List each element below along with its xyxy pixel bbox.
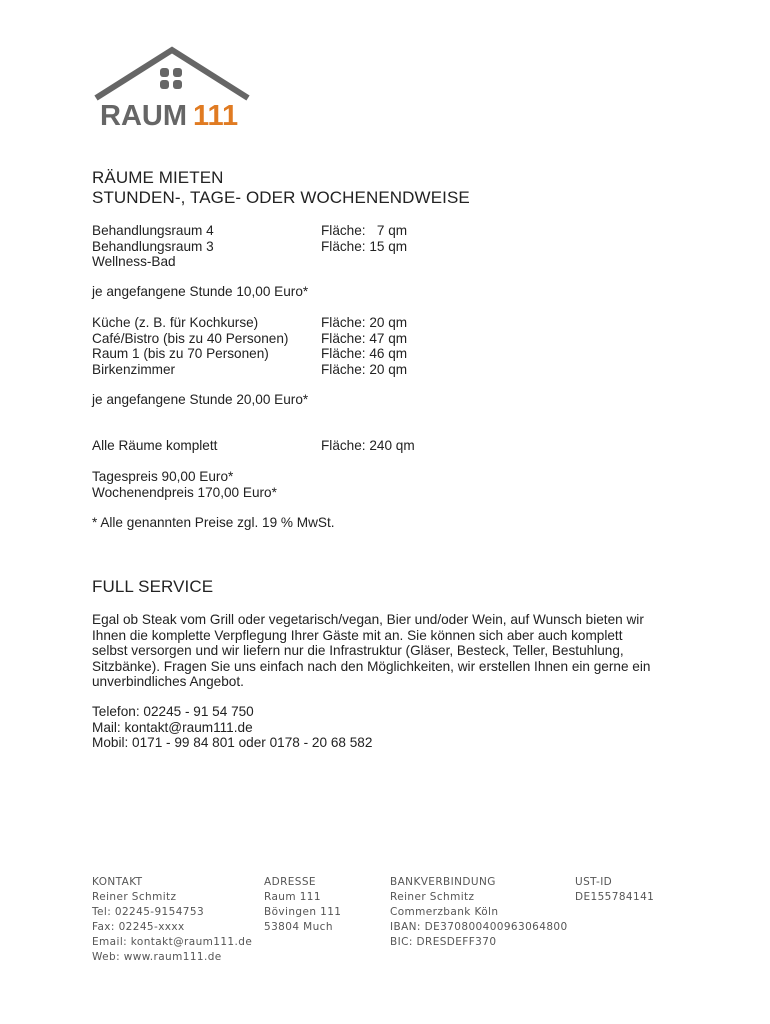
logo-word: RAUM [100, 100, 187, 132]
footer-heading: UST-ID [575, 876, 613, 888]
logo-number: 111 [193, 100, 239, 132]
hourly-price: je angefangene Stunde 10,00 Euro* [92, 284, 309, 299]
footer-ust [575, 875, 654, 905]
room-name: Behandlungsraum 3 [92, 238, 214, 254]
footer-line: DE155784141 [575, 891, 655, 903]
footer-bank [390, 875, 568, 950]
room-area: Fläche: 20 qm [321, 361, 408, 377]
room-area: Fläche: 7 qm [321, 223, 408, 238]
mobile-number: Mobil: 0171 - 99 84 801 oder 0178 - 20 68 582 [92, 735, 373, 750]
footer-heading: BANKVERBINDUNG [390, 876, 496, 888]
room-name: Raum 1 (bis zu 70 Personen) [92, 346, 269, 361]
footer-line: BIC: DRESDEFF370 [390, 936, 497, 948]
logo-wordmark [100, 102, 238, 131]
footer-line: Bövingen 111 [264, 906, 342, 918]
room-area: Fläche: 15 qm [321, 238, 408, 254]
paragraph-line: unverbindliches Angebot. [92, 674, 244, 689]
room-name: Behandlungsraum 4 [92, 223, 214, 238]
footer-heading: ADRESSE [264, 876, 316, 888]
footer-kontakt [92, 875, 252, 965]
footer-line: Commerzbank Köln [390, 906, 499, 918]
paragraph-line: Sitzbänke). Fragen Sie uns einfach nach den Möglichkeiten, wir erstellen Ihnen ein gerne ein [92, 658, 651, 674]
weekend-price: Wochenendpreis 170,00 Euro* [92, 484, 277, 500]
section-title: FULL SERVICE [92, 577, 214, 596]
room-name: Küche (z. B. für Kochkurse) [92, 315, 259, 330]
room-area: Fläche: 46 qm [321, 346, 408, 361]
service-paragraph [92, 612, 692, 690]
email-address: Mail: kontakt@raum111.de [92, 719, 253, 735]
paragraph-line: selbst versorgen und wir liefern nur die Infrastruktur (Gläser, Besteck, Teller, Bestuhlung, [92, 643, 624, 658]
room-area: Fläche: 20 qm [321, 315, 408, 330]
footer-line: IBAN: DE37080040096306480​0 [390, 921, 568, 933]
footer-web[interactable]: Web: www.raum111.de [92, 951, 222, 963]
footer-adresse [264, 875, 341, 935]
room-area: Fläche: 240 qm [321, 438, 415, 453]
section-title: RÄUME MIETEN [92, 168, 224, 187]
footer-email[interactable]: Email: kontakt@raum111.de [92, 936, 253, 948]
room-name: Birkenzimmer [92, 361, 176, 377]
price-footnote: * Alle genannten Preise zgl. 19 % MwSt. [92, 515, 335, 530]
house-roof-icon [92, 46, 252, 106]
room-area: Fläche: 47 qm [321, 330, 408, 346]
footer-line: 53804 Much [264, 921, 333, 933]
section-subtitle: STUNDEN-, TAGE- ODER WOCHENENDWEISE [92, 188, 470, 207]
room-name: Wellness-Bad [92, 254, 176, 269]
footer-line: Tel: 02245-9154753 [92, 906, 205, 918]
footer-heading: KONTAKT [92, 876, 143, 888]
paragraph-line: Egal ob Steak vom Grill oder vegetarisch/vegan, Bier und/oder Wein, auf Wunsch bieten wir [92, 612, 644, 627]
raum111-logo [92, 46, 252, 136]
footer-line: Reiner Schmitz [92, 891, 177, 903]
paragraph-line: Ihnen die komplette Verpflegung Ihrer Gäste mit an. Sie können sich aber auch komplett [92, 627, 623, 643]
hourly-price: je angefangene Stunde 20,00 Euro* [92, 392, 309, 407]
footer-line: Reiner Schmitz [390, 891, 475, 903]
footer-line: Raum 111 [264, 891, 321, 903]
footer-line: Fax: 02245-xxxx [92, 921, 185, 933]
phone-number: Telefon: 02245 - 91 54 750 [92, 704, 254, 719]
room-name: Alle Räume komplett [92, 438, 218, 453]
room-name: Café/Bistro (bis zu 40 Personen) [92, 330, 289, 346]
day-price: Tagespreis 90,00 Euro* [92, 469, 234, 484]
